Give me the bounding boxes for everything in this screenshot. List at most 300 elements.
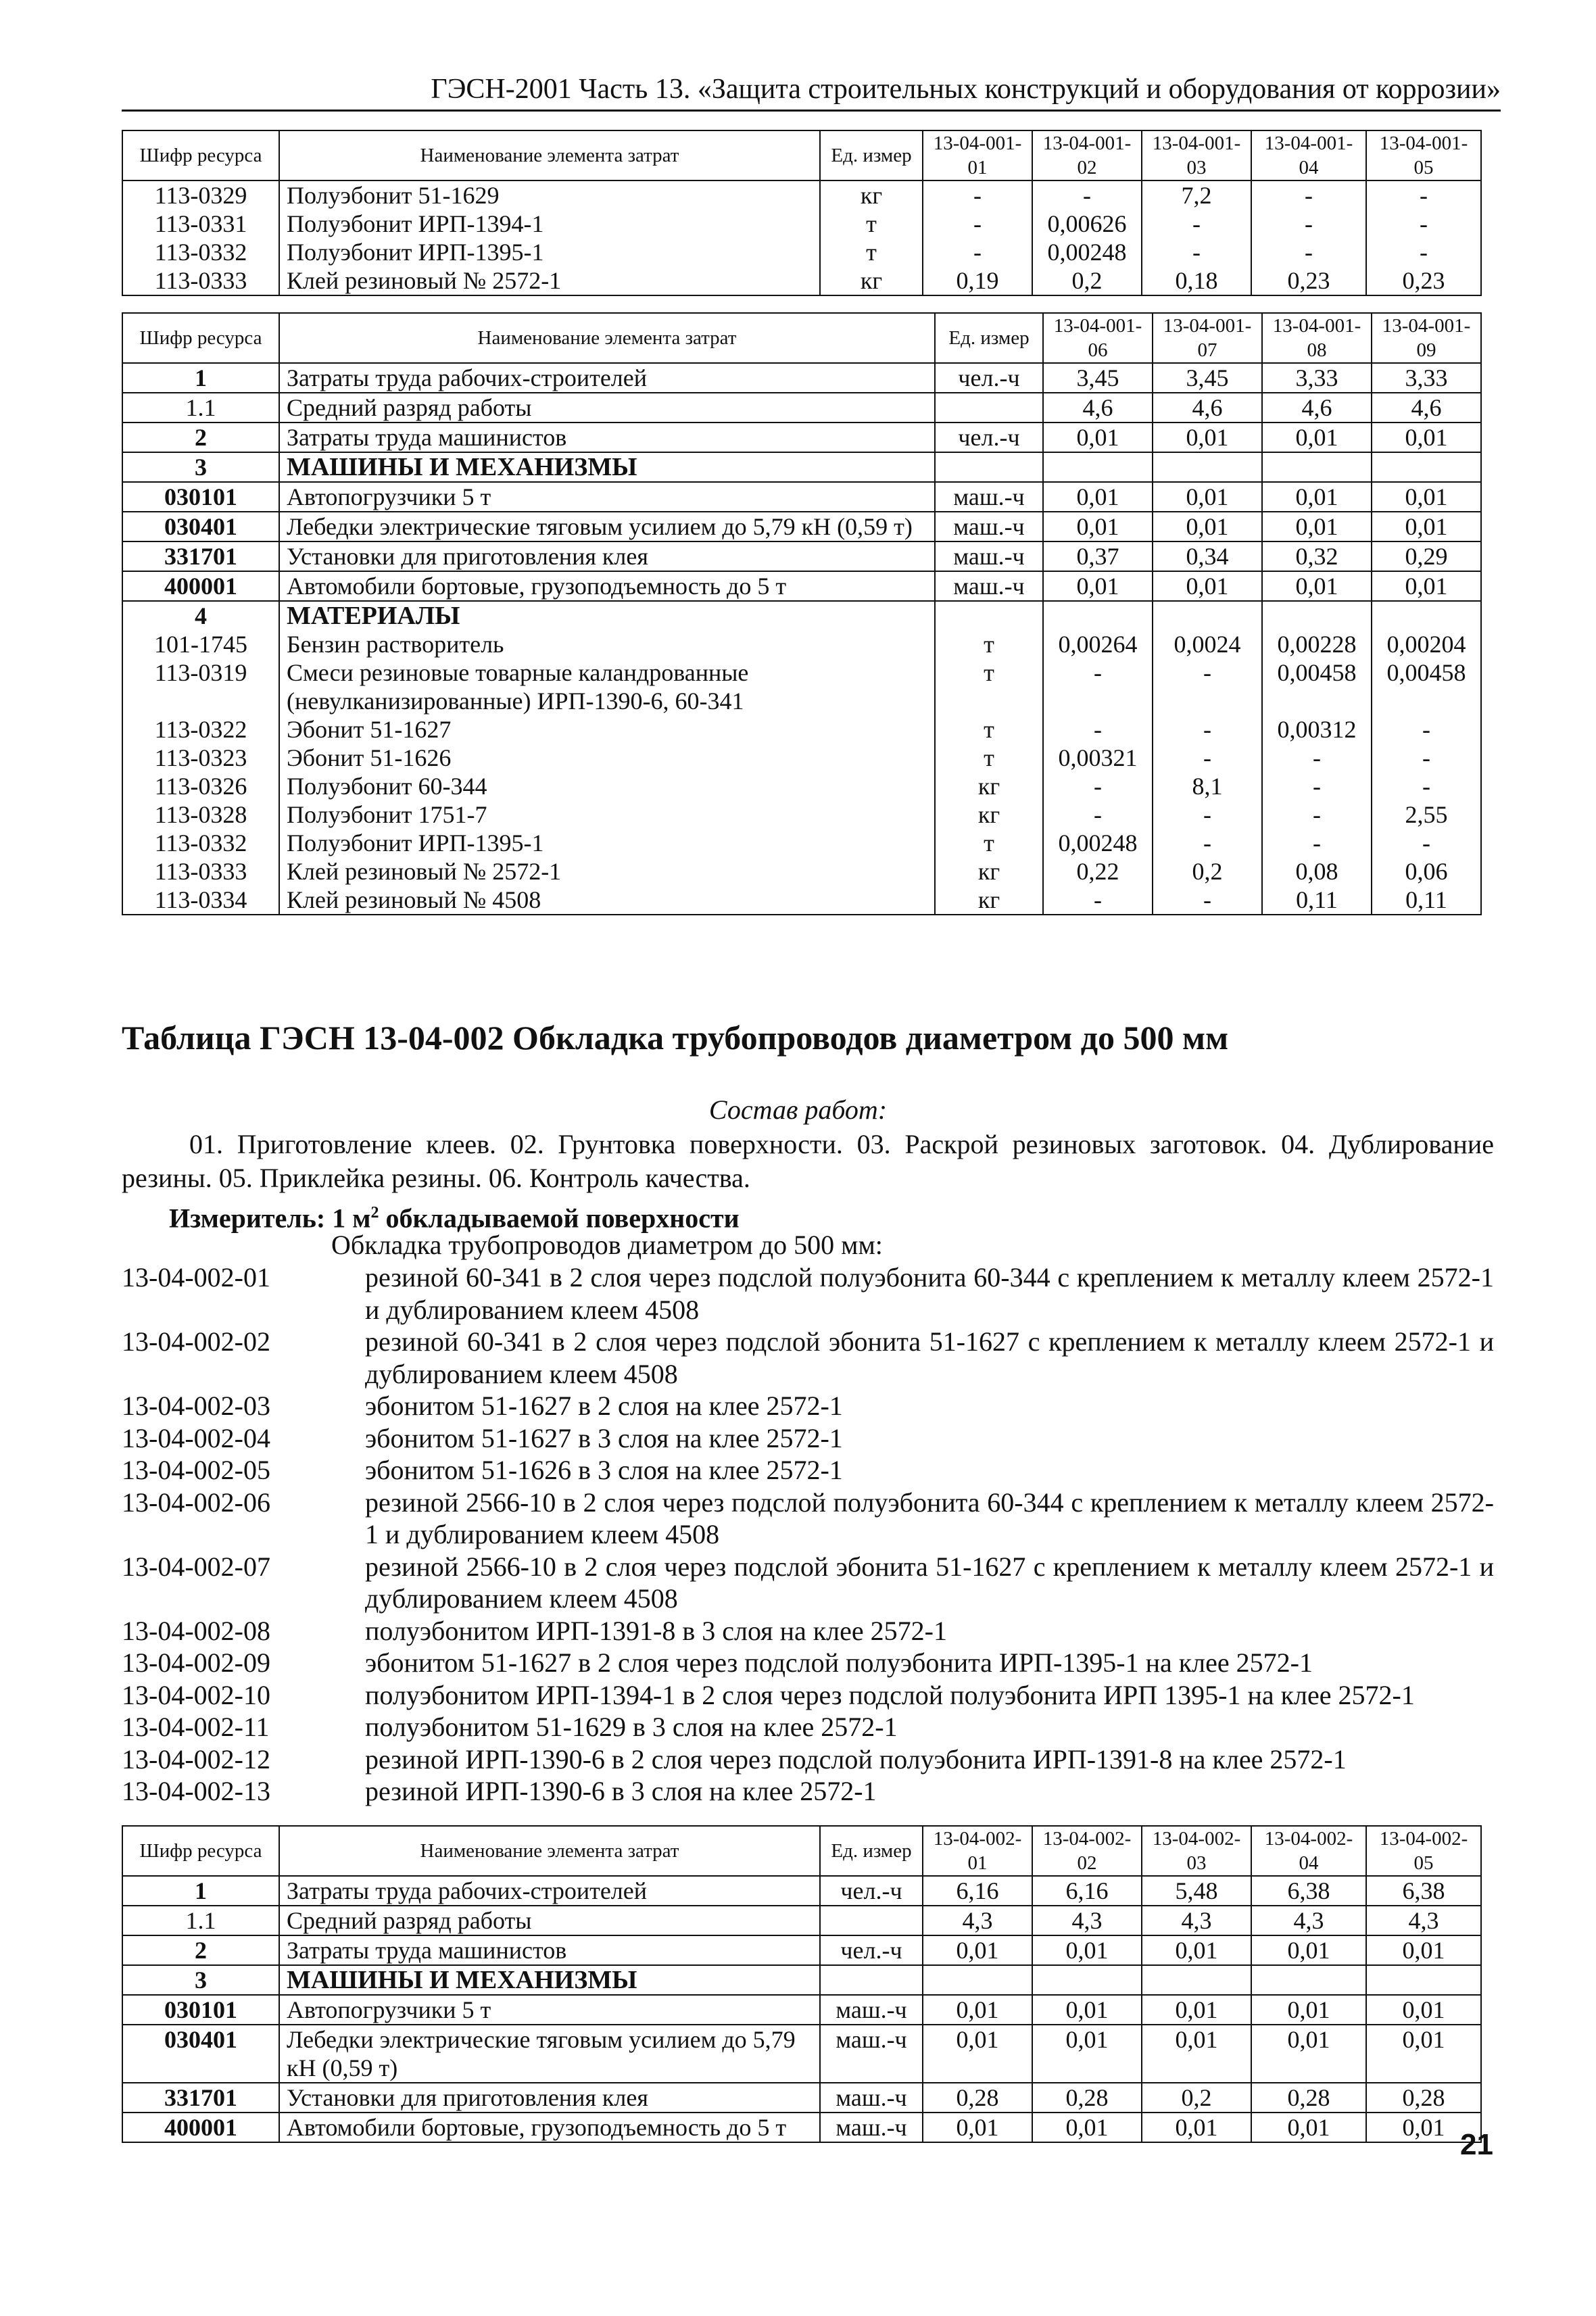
list-item: [122, 1261, 1494, 1326]
table-row: [122, 541, 1481, 571]
column-header: 13-04-002-03: [1142, 1826, 1251, 1876]
value-cell: 0,00312: [1262, 715, 1372, 744]
cost-name-cell: Полуэбонит ИРП-1395-1: [279, 829, 935, 857]
unit-cell: маш.-ч: [935, 541, 1043, 571]
cost-name-cell: Затраты труда рабочих-строителей: [279, 363, 935, 393]
value-cell: 0,01: [1043, 512, 1153, 541]
resource-code-cell: 113-0332: [122, 238, 279, 266]
cost-name-cell: Средний разряд работы: [279, 393, 935, 423]
list-item: [122, 1743, 1494, 1776]
item-description: резиной 2566-10 в 2 слоя через подслой полуэбонита 60-344 с креплением к металлу клеем 2572-1 и дублированием клеем 4508: [365, 1487, 1494, 1549]
list-item: [122, 1647, 1494, 1679]
item-code: 13-04-002-09: [122, 1647, 270, 1678]
value-cell: 4,6: [1372, 393, 1481, 423]
cost-name-cell: Затраты труда машинистов: [279, 1935, 820, 1965]
value-cell: 6,16: [923, 1876, 1032, 1906]
value-cell: 0,01: [1262, 571, 1372, 601]
unit-cell: кг: [935, 772, 1043, 800]
value-cell: 2,55: [1372, 800, 1481, 829]
cost-name-cell: Клей резиновый № 2572-1: [279, 266, 820, 295]
value-cell: 0,01: [1372, 423, 1481, 452]
item-code: 13-04-002-13: [122, 1776, 270, 1806]
resource-code-cell: 030101: [122, 482, 279, 512]
value-cell: -: [1043, 772, 1153, 800]
table-row: [122, 512, 1481, 541]
column-header: 13-04-001-01: [923, 130, 1032, 180]
unit-cell: [820, 1906, 923, 1935]
value-cell: 0,32: [1262, 541, 1372, 571]
value-cell: 0,01: [1372, 571, 1481, 601]
value-cell: [1372, 601, 1481, 630]
value-cell: 0,18: [1142, 266, 1251, 295]
resource-code-cell: 400001: [122, 571, 279, 601]
value-cell: 0,01: [1366, 2025, 1481, 2083]
value-cell: 4,6: [1153, 393, 1262, 423]
table-row: [122, 452, 1481, 482]
table-row: [122, 482, 1481, 512]
value-cell: 0,01: [1372, 482, 1481, 512]
value-cell: 0,01: [1153, 423, 1262, 452]
column-header: Шифр ресурса: [122, 1826, 279, 1876]
value-cell: -: [923, 210, 1032, 238]
cost-name-cell: Затраты труда машинистов: [279, 423, 935, 452]
value-cell: -: [1251, 180, 1366, 210]
table-row: [122, 363, 1481, 393]
table-header-row: [122, 313, 1481, 363]
composition-heading: Состав работ:: [708, 1094, 888, 1125]
list-item: [122, 1454, 1494, 1487]
item-description: эбонитом 51-1627 в 3 слоя на клее 2572-1: [365, 1422, 843, 1453]
resource-code-cell: 030401: [122, 2025, 279, 2083]
column-header: 13-04-001-05: [1366, 130, 1481, 180]
table-row: [122, 238, 1481, 266]
unit-cell: чел.-ч: [820, 1876, 923, 1906]
unit-cell: чел.-ч: [935, 423, 1043, 452]
unit-cell: т: [935, 715, 1043, 744]
item-code: 13-04-002-11: [122, 1712, 270, 1742]
list-item: [122, 1390, 1494, 1422]
value-cell: -: [1366, 210, 1481, 238]
resource-code-cell: 113-0319: [122, 658, 279, 715]
item-description: резиной ИРП-1390-6 в 2 слоя через подслой полуэбонита ИРП-1391-8 на клее 2572-1: [365, 1743, 1347, 1775]
value-cell: 0,2: [1142, 2083, 1251, 2113]
table-row: [122, 829, 1481, 857]
value-cell: -: [1043, 800, 1153, 829]
value-cell: 0,01: [1142, 2025, 1251, 2083]
value-cell: 6,16: [1032, 1876, 1142, 1906]
value-cell: -: [1043, 886, 1153, 915]
meter-value: 1 м: [332, 1203, 371, 1234]
value-cell: [1262, 601, 1372, 630]
table-row: [122, 1906, 1481, 1935]
value-cell: -: [1372, 715, 1481, 744]
value-cell: 0,01: [1043, 482, 1153, 512]
cost-name-cell: Клей резиновый № 2572-1: [279, 857, 935, 886]
cost-name-cell: МАШИНЫ И МЕХАНИЗМЫ: [279, 1965, 820, 1995]
value-cell: 0,28: [1366, 2083, 1481, 2113]
resource-code-cell: 113-0333: [122, 266, 279, 295]
list-item: [122, 1551, 1494, 1615]
resource-code-cell: 030101: [122, 1995, 279, 2025]
table-row: [122, 210, 1481, 238]
value-cell: 6,38: [1251, 1876, 1366, 1906]
resource-code-cell: 2: [122, 423, 279, 452]
table-row: [122, 180, 1481, 210]
column-header: 13-04-002-05: [1366, 1826, 1481, 1876]
column-header: Ед. измер: [820, 130, 923, 180]
value-cell: -: [1153, 744, 1262, 772]
table-row: [122, 1935, 1481, 1965]
unit-cell: кг: [935, 886, 1043, 915]
cost-name-cell: Средний разряд работы: [279, 1906, 820, 1935]
item-description: резиной 60-341 в 2 слоя через подслой эбонита 51-1627 с креплением к металлу клеем 2572-1 и дублированием клеем 4508: [365, 1326, 1494, 1389]
value-cell: [1366, 1965, 1481, 1995]
value-cell: -: [1142, 210, 1251, 238]
value-cell: -: [1262, 829, 1372, 857]
resource-code-cell: 1: [122, 363, 279, 393]
meter-rest: обкладываемой поверхности: [385, 1203, 740, 1234]
value-cell: 0,01: [1142, 1995, 1251, 2025]
column-header: Наименование элемента затрат: [279, 313, 935, 363]
value-cell: 0,00626: [1032, 210, 1142, 238]
meter-label: Измеритель:: [169, 1203, 326, 1234]
cost-name-cell: МАТЕРИАЛЫ: [279, 601, 935, 630]
resource-code-cell: 331701: [122, 541, 279, 571]
item-description: эбонитом 51-1626 в 3 слоя на клее 2572-1: [365, 1455, 843, 1485]
cost-name-cell: Полуэбонит 1751-7: [279, 800, 935, 829]
resource-code-cell: 113-0331: [122, 210, 279, 238]
table-row: [122, 1876, 1481, 1906]
table-row: [122, 886, 1481, 915]
value-cell: 3,45: [1043, 363, 1153, 393]
resource-code-cell: 113-0326: [122, 772, 279, 800]
table-row: [122, 2025, 1481, 2083]
value-cell: 0,28: [1251, 2083, 1366, 2113]
value-cell: 4,3: [1142, 1906, 1251, 1935]
value-cell: [1032, 1965, 1142, 1995]
table-row: [122, 630, 1481, 658]
list-item: [122, 1326, 1494, 1390]
cost-name-cell: Автопогрузчики 5 т: [279, 1995, 820, 2025]
item-code: 13-04-002-06: [122, 1487, 270, 1518]
value-cell: 0,28: [1032, 2083, 1142, 2113]
value-cell: [1153, 452, 1262, 482]
value-cell: [1153, 601, 1262, 630]
value-cell: 0,01: [1032, 2113, 1142, 2142]
resource-code-cell: 113-0332: [122, 829, 279, 857]
items-intro: Обкладка трубопроводов диаметром до 500 мм:: [331, 1230, 883, 1260]
value-cell: 0,28: [923, 2083, 1032, 2113]
unit-cell: кг: [935, 857, 1043, 886]
column-header: 13-04-001-04: [1251, 130, 1366, 180]
value-cell: 0,00248: [1043, 829, 1153, 857]
item-code: 13-04-002-05: [122, 1455, 270, 1485]
unit-cell: [935, 393, 1043, 423]
value-cell: 0,34: [1153, 541, 1262, 571]
value-cell: 0,01: [1043, 423, 1153, 452]
unit-cell: т: [935, 744, 1043, 772]
value-cell: 0,0024: [1153, 630, 1262, 658]
value-cell: 0,01: [923, 1995, 1032, 2025]
column-header: Шифр ресурса: [122, 130, 279, 180]
item-list: [122, 1261, 1494, 1808]
value-cell: 0,01: [1032, 1995, 1142, 2025]
value-cell: 0,37: [1043, 541, 1153, 571]
value-cell: 0,01: [1262, 423, 1372, 452]
value-cell: -: [1366, 238, 1481, 266]
value-cell: 0,01: [1366, 1995, 1481, 2025]
value-cell: -: [1153, 829, 1262, 857]
item-code: 13-04-002-10: [122, 1679, 270, 1710]
cost-name-cell: Полуэбонит 51-1629: [279, 180, 820, 210]
unit-cell: кг: [935, 800, 1043, 829]
column-header: 13-04-001-09: [1372, 313, 1481, 363]
resource-code-cell: 113-0322: [122, 715, 279, 744]
column-header: 13-04-002-04: [1251, 1826, 1366, 1876]
unit-cell: кг: [820, 180, 923, 210]
value-cell: 0,00264: [1043, 630, 1153, 658]
unit-cell: маш.-ч: [935, 512, 1043, 541]
column-header: 13-04-001-06: [1043, 313, 1153, 363]
column-header: Ед. измер: [935, 313, 1043, 363]
unit-cell: [820, 1965, 923, 1995]
value-cell: 0,00228: [1262, 630, 1372, 658]
item-description: полуэбонитом ИРП-1391-8 в 3 слоя на клее 2572-1: [365, 1615, 947, 1646]
unit-cell: маш.-ч: [935, 482, 1043, 512]
unit-cell: т: [935, 630, 1043, 658]
column-header: Шифр ресурса: [122, 313, 279, 363]
table-row: [122, 266, 1481, 295]
cost-name-cell: Лебедки электрические тяговым усилием до 5,79 кН (0,59 т): [279, 2025, 820, 2083]
value-cell: 5,48: [1142, 1876, 1251, 1906]
value-cell: -: [923, 180, 1032, 210]
value-cell: 0,01: [1366, 2113, 1481, 2142]
value-cell: 0,01: [1032, 1935, 1142, 1965]
value-cell: 7,2: [1142, 180, 1251, 210]
value-cell: 4,3: [923, 1906, 1032, 1935]
unit-cell: [935, 601, 1043, 630]
value-cell: -: [1251, 210, 1366, 238]
value-cell: 3,33: [1372, 363, 1481, 393]
cost-table-001-01-05: [122, 130, 1482, 296]
resource-code-cell: 3: [122, 1965, 279, 1995]
item-code: 13-04-002-02: [122, 1326, 270, 1357]
value-cell: 0,22: [1043, 857, 1153, 886]
value-cell: -: [1032, 180, 1142, 210]
value-cell: -: [1372, 829, 1481, 857]
cost-name-cell: Полуэбонит 60-344: [279, 772, 935, 800]
item-description: эбонитом 51-1627 в 2 слоя через подслой полуэбонита ИРП-1395-1 на клее 2572-1: [365, 1647, 1313, 1678]
value-cell: 4,3: [1366, 1906, 1481, 1935]
item-code: 13-04-002-12: [122, 1743, 270, 1775]
page-header: ГЭСН-2001 Часть 13. «Защита строительных конструкций и оборудования от коррозии»: [122, 73, 1501, 112]
cost-name-cell: Эбонит 51-1626: [279, 744, 935, 772]
value-cell: 0,01: [1262, 512, 1372, 541]
value-cell: 0,2: [1153, 857, 1262, 886]
item-code: 13-04-002-01: [122, 1262, 270, 1293]
value-cell: -: [1372, 772, 1481, 800]
resource-code-cell: 113-0323: [122, 744, 279, 772]
value-cell: -: [1142, 238, 1251, 266]
table-row: [122, 772, 1481, 800]
value-cell: 0,01: [1251, 2025, 1366, 2083]
item-code: 13-04-002-03: [122, 1391, 270, 1421]
cost-name-cell: Автомобили бортовые, грузоподъемность до 5 т: [279, 2113, 820, 2142]
item-description: резиной ИРП-1390-6 в 3 слоя на клее 2572-1: [365, 1776, 877, 1806]
table-row: [122, 800, 1481, 829]
value-cell: 0,2: [1032, 266, 1142, 295]
value-cell: 0,01: [923, 1935, 1032, 1965]
value-cell: -: [1153, 886, 1262, 915]
unit-cell: чел.-ч: [935, 363, 1043, 393]
cost-name-cell: Эбонит 51-1627: [279, 715, 935, 744]
list-item: [122, 1775, 1494, 1808]
cost-name-cell: МАШИНЫ И МЕХАНИЗМЫ: [279, 452, 935, 482]
value-cell: -: [1153, 658, 1262, 715]
cost-name-cell: Автомобили бортовые, грузоподъемность до 5 т: [279, 571, 935, 601]
value-cell: 0,23: [1366, 266, 1481, 295]
value-cell: -: [923, 238, 1032, 266]
value-cell: 0,01: [1153, 512, 1262, 541]
list-item: [122, 1711, 1494, 1743]
resource-code-cell: 1: [122, 1876, 279, 1906]
table-row: [122, 1965, 1481, 1995]
value-cell: -: [1366, 180, 1481, 210]
cost-table-001-06-09: [122, 312, 1482, 915]
meter-sup: 2: [370, 1204, 379, 1222]
table-row: [122, 571, 1481, 601]
item-description: эбонитом 51-1627 в 2 слоя на клее 2572-1: [365, 1391, 843, 1421]
value-cell: 0,00248: [1032, 238, 1142, 266]
value-cell: 6,38: [1366, 1876, 1481, 1906]
cost-name-cell: Бензин растворитель: [279, 630, 935, 658]
page-number: 21: [1460, 2128, 1493, 2161]
value-cell: 0,08: [1262, 857, 1372, 886]
value-cell: 0,01: [1142, 2113, 1251, 2142]
value-cell: -: [1043, 658, 1153, 715]
column-header: 13-04-002-01: [923, 1826, 1032, 1876]
value-cell: 3,33: [1262, 363, 1372, 393]
value-cell: 0,01: [1142, 1935, 1251, 1965]
table-header-row: [122, 1826, 1481, 1876]
resource-code-cell: 331701: [122, 2083, 279, 2113]
table-row: [122, 2083, 1481, 2113]
value-cell: 0,01: [1153, 571, 1262, 601]
table-row: [122, 857, 1481, 886]
resource-code-cell: 113-0329: [122, 180, 279, 210]
value-cell: 0,00321: [1043, 744, 1153, 772]
value-cell: 0,00458: [1372, 658, 1481, 715]
column-header: 13-04-001-02: [1032, 130, 1142, 180]
resource-code-cell: 1.1: [122, 1906, 279, 1935]
value-cell: -: [1262, 744, 1372, 772]
unit-cell: маш.-ч: [820, 1995, 923, 2025]
table-row: [122, 423, 1481, 452]
cost-name-cell: Затраты труда рабочих-строителей: [279, 1876, 820, 1906]
resource-code-cell: 030401: [122, 512, 279, 541]
cost-name-cell: Полуэбонит ИРП-1394-1: [279, 210, 820, 238]
table-header-row: [122, 130, 1481, 180]
cost-name-cell: Установки для приготовления клея: [279, 541, 935, 571]
unit-cell: т: [935, 829, 1043, 857]
table-row: [122, 393, 1481, 423]
value-cell: 4,3: [1251, 1906, 1366, 1935]
item-code: 13-04-002-04: [122, 1422, 270, 1453]
cost-name-cell: Лебедки электрические тяговым усилием до 5,79 кН (0,59 т): [279, 512, 935, 541]
value-cell: 0,00458: [1262, 658, 1372, 715]
value-cell: [1043, 601, 1153, 630]
list-item: [122, 1679, 1494, 1712]
table-title: Таблица ГЭСН 13-04-002 Обкладка трубопроводов диаметром до 500 мм: [122, 1019, 1229, 1057]
item-code: 13-04-002-07: [122, 1551, 270, 1582]
composition-text: 01. Приготовление клеев. 02. Грунтовка поверхности. 03. Раскрой резиновых заготовок. 04. Дублирование резины. 05. Приклейка резины. 06. Контроль качества.: [122, 1129, 1494, 1193]
value-cell: 0,00204: [1372, 630, 1481, 658]
value-cell: 0,01: [1043, 571, 1153, 601]
value-cell: 0,01: [1251, 2113, 1366, 2142]
list-item: [122, 1615, 1494, 1647]
unit-cell: чел.-ч: [820, 1935, 923, 1965]
unit-cell: маш.-ч: [820, 2025, 923, 2083]
value-cell: 3,45: [1153, 363, 1262, 393]
value-cell: 0,19: [923, 266, 1032, 295]
resource-code-cell: 113-0328: [122, 800, 279, 829]
value-cell: 0,01: [1251, 1995, 1366, 2025]
resource-code-cell: 3: [122, 452, 279, 482]
list-item: [122, 1487, 1494, 1551]
column-header: 13-04-002-02: [1032, 1826, 1142, 1876]
value-cell: 0,11: [1262, 886, 1372, 915]
table-row: [122, 2113, 1481, 2142]
cost-name-cell: Полуэбонит ИРП-1395-1: [279, 238, 820, 266]
value-cell: -: [1043, 715, 1153, 744]
value-cell: -: [1262, 772, 1372, 800]
value-cell: 0,01: [1262, 482, 1372, 512]
value-cell: 0,01: [1153, 482, 1262, 512]
value-cell: -: [1262, 800, 1372, 829]
table-row: [122, 658, 1481, 715]
value-cell: [1262, 452, 1372, 482]
item-description: полуэбонитом ИРП-1394-1 в 2 слоя через подслой полуэбонита ИРП 1395-1 на клее 2572-1: [365, 1679, 1415, 1710]
value-cell: 4,3: [1032, 1906, 1142, 1935]
unit-cell: маш.-ч: [820, 2113, 923, 2142]
cost-name-cell: Смеси резиновые товарные каландрованные (невулканизированные) ИРП-1390-6, 60-341: [279, 658, 935, 715]
resource-code-cell: 1.1: [122, 393, 279, 423]
cost-name-cell: Автопогрузчики 5 т: [279, 482, 935, 512]
resource-code-cell: 400001: [122, 2113, 279, 2142]
value-cell: [1043, 452, 1153, 482]
value-cell: 0,01: [1372, 512, 1481, 541]
resource-code-cell: 4: [122, 601, 279, 630]
value-cell: -: [1372, 744, 1481, 772]
resource-code-cell: 113-0333: [122, 857, 279, 886]
value-cell: [1372, 452, 1481, 482]
value-cell: 0,01: [1251, 1935, 1366, 1965]
table-row: [122, 744, 1481, 772]
list-item: [122, 1422, 1494, 1455]
unit-cell: маш.-ч: [935, 571, 1043, 601]
resource-code-cell: 113-0334: [122, 886, 279, 915]
column-header: 13-04-001-07: [1153, 313, 1262, 363]
value-cell: 0,06: [1372, 857, 1481, 886]
value-cell: 0,23: [1251, 266, 1366, 295]
value-cell: [923, 1965, 1032, 1995]
value-cell: 0,01: [923, 2113, 1032, 2142]
column-header: 13-04-001-03: [1142, 130, 1251, 180]
unit-cell: маш.-ч: [820, 2083, 923, 2113]
table-row: [122, 715, 1481, 744]
table-row: [122, 601, 1481, 630]
column-header: Наименование элемента затрат: [279, 1826, 820, 1876]
